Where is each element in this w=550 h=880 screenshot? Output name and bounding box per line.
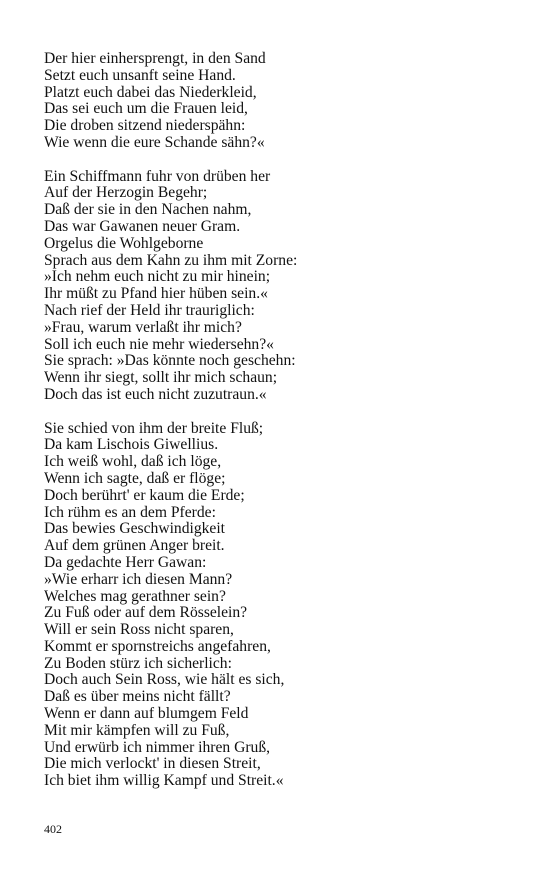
verse-line: Das sei euch um die Frauen leid, xyxy=(44,100,248,118)
verse-line: Zu Fuß oder auf dem Rösselein? xyxy=(44,604,248,622)
verse-line: Der hier einhersprengt, in den Sand xyxy=(44,50,266,67)
verse-line: Zu Boden stürz ich sicherlich: xyxy=(44,654,232,672)
verse-line: Die mich verlockt' in diesen Streit, xyxy=(44,755,261,773)
verse-line: Wie wenn die eure Schande sähn?« xyxy=(44,133,265,151)
verse-line: Mit mir kämpfen will zu Fuß, xyxy=(44,721,230,739)
verse-line: Setzt euch unsanft seine Hand. xyxy=(44,66,236,84)
verse-line: Da gedachte Herr Gawan: xyxy=(44,553,207,571)
verse-line: Ein Schiffmann fuhr von drüben her xyxy=(44,167,271,185)
verse-line: Wenn ihr siegt, sollt ihr mich schaun; xyxy=(44,369,278,387)
verse-line: Wenn er dann auf blumgem Feld xyxy=(44,705,249,723)
verse-line: Auf der Herzogin Begehr; xyxy=(44,184,208,202)
page-number: 402 xyxy=(44,822,62,836)
verse-line: Nach rief der Held ihr trauriglich: xyxy=(44,301,255,319)
verse-line: Orgelus die Wohlgeborne xyxy=(44,234,204,252)
verse-line: Das bewies Geschwindigkeit xyxy=(44,520,226,538)
verse-line: Ich rühm es an dem Pferde: xyxy=(44,503,216,521)
verse-line: Daß der sie in den Nachen nahm, xyxy=(44,201,252,219)
verse-line: »Wie erharr ich diesen Mann? xyxy=(44,570,233,588)
verse-line: Doch auch Sein Ross, wie hält es sich, xyxy=(44,671,285,689)
verse-line: Die droben sitzend niederspähn: xyxy=(44,117,246,135)
verse-line: Ich biet ihm willig Kampf und Streit.« xyxy=(44,772,284,790)
verse-line: Sprach aus dem Kahn zu ihm mit Zorne: xyxy=(44,251,298,269)
verse-line: Und erwürb ich nimmer ihren Gruß, xyxy=(44,738,271,756)
verse-line: Da kam Lischois Giwellius. xyxy=(44,436,219,454)
verse-line: Kommt er spornstreichs angefahren, xyxy=(44,637,271,655)
verse-line: Doch berührt' er kaum die Erde; xyxy=(44,486,245,504)
verse-line: Sie schied von ihm der breite Fluß; xyxy=(44,419,264,437)
verse-line: Auf dem grünen Anger breit. xyxy=(44,537,225,555)
verse-line: Doch das ist euch nicht zuzutraun.« xyxy=(44,385,267,403)
verse-line: Welches mag gerathner sein? xyxy=(44,587,226,605)
verse-line: Das war Gawanen neuer Gram. xyxy=(44,217,241,235)
verse-line: Ich weiß wohl, daß ich löge, xyxy=(44,453,222,471)
verse-line: Wenn ich sagte, daß er flöge; xyxy=(44,469,226,487)
verse-line: Sie sprach: »Das könnte noch geschehn: xyxy=(44,352,296,370)
stanza xyxy=(44,169,514,404)
verse-line: »Ich nehm euch nicht zu mir hinein; xyxy=(44,268,271,286)
poem-text xyxy=(44,51,514,790)
stanza xyxy=(44,421,514,791)
verse-line: Will er sein Ross nicht sparen, xyxy=(44,621,234,639)
verse-line: Soll ich euch nie mehr wiedersehn?« xyxy=(44,335,274,353)
verse-line: Ihr müßt zu Pfand hier hüben sein.« xyxy=(44,285,268,303)
verse-line: Daß es über meins nicht fällt? xyxy=(44,688,231,706)
verse-line: »Frau, warum verlaßt ihr mich? xyxy=(44,318,242,336)
verse-line: Platzt euch dabei das Niederkleid, xyxy=(44,83,257,101)
stanza xyxy=(44,51,514,152)
